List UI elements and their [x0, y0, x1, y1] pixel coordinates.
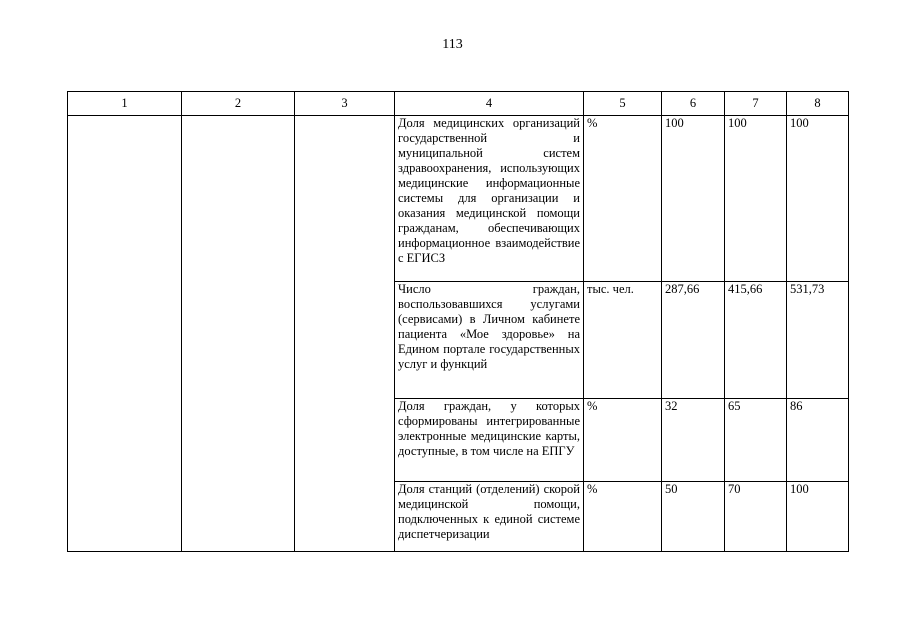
column-header: 4 — [395, 92, 584, 116]
value-cell: 32 — [662, 399, 725, 482]
value-cell: 531,73 — [787, 282, 849, 399]
value-cell: 100 — [725, 116, 787, 282]
column-header: 1 — [68, 92, 182, 116]
empty-cell — [182, 116, 295, 552]
empty-cell — [295, 116, 395, 552]
column-header: 2 — [182, 92, 295, 116]
value-cell: 100 — [662, 116, 725, 282]
indicator-cell: Доля граждан, у которых сформированы интегрированные электронные медицинские карты, доступные, в том числе на ЕПГУ — [395, 399, 584, 482]
value-cell: 65 — [725, 399, 787, 482]
unit-cell: % — [584, 399, 662, 482]
unit-cell: % — [584, 116, 662, 282]
column-header: 7 — [725, 92, 787, 116]
value-cell: 86 — [787, 399, 849, 482]
column-header: 8 — [787, 92, 849, 116]
indicators-table — [67, 91, 849, 552]
column-header: 6 — [662, 92, 725, 116]
value-cell: 50 — [662, 482, 725, 552]
column-header: 5 — [584, 92, 662, 116]
unit-cell: % — [584, 482, 662, 552]
indicator-cell: Число граждан, воспользовавшихся услугами (сервисами) в Личном кабинете пациента «Мое здоровье» на Едином портале государственных услуг и функций — [395, 282, 584, 399]
column-header: 3 — [295, 92, 395, 116]
unit-cell: тыс. чел. — [584, 282, 662, 399]
value-cell: 100 — [787, 116, 849, 282]
value-cell: 415,66 — [725, 282, 787, 399]
indicator-cell: Доля станций (отделений) скорой медицинской помощи, подключенных к единой системе диспетчеризации — [395, 482, 584, 552]
table-row — [68, 116, 849, 282]
value-cell: 70 — [725, 482, 787, 552]
value-cell: 100 — [787, 482, 849, 552]
value-cell: 287,66 — [662, 282, 725, 399]
indicator-cell: Доля медицинских организаций государственной и муниципальной систем здравоохранения, использующих медицинские информационные системы для организации и оказания медицинской помощи гражданам, обеспечивающих информационное взаимодействие с ЕГИСЗ — [395, 116, 584, 282]
table-header-row — [68, 92, 849, 116]
empty-cell — [68, 116, 182, 552]
page-number: 113 — [442, 37, 463, 52]
